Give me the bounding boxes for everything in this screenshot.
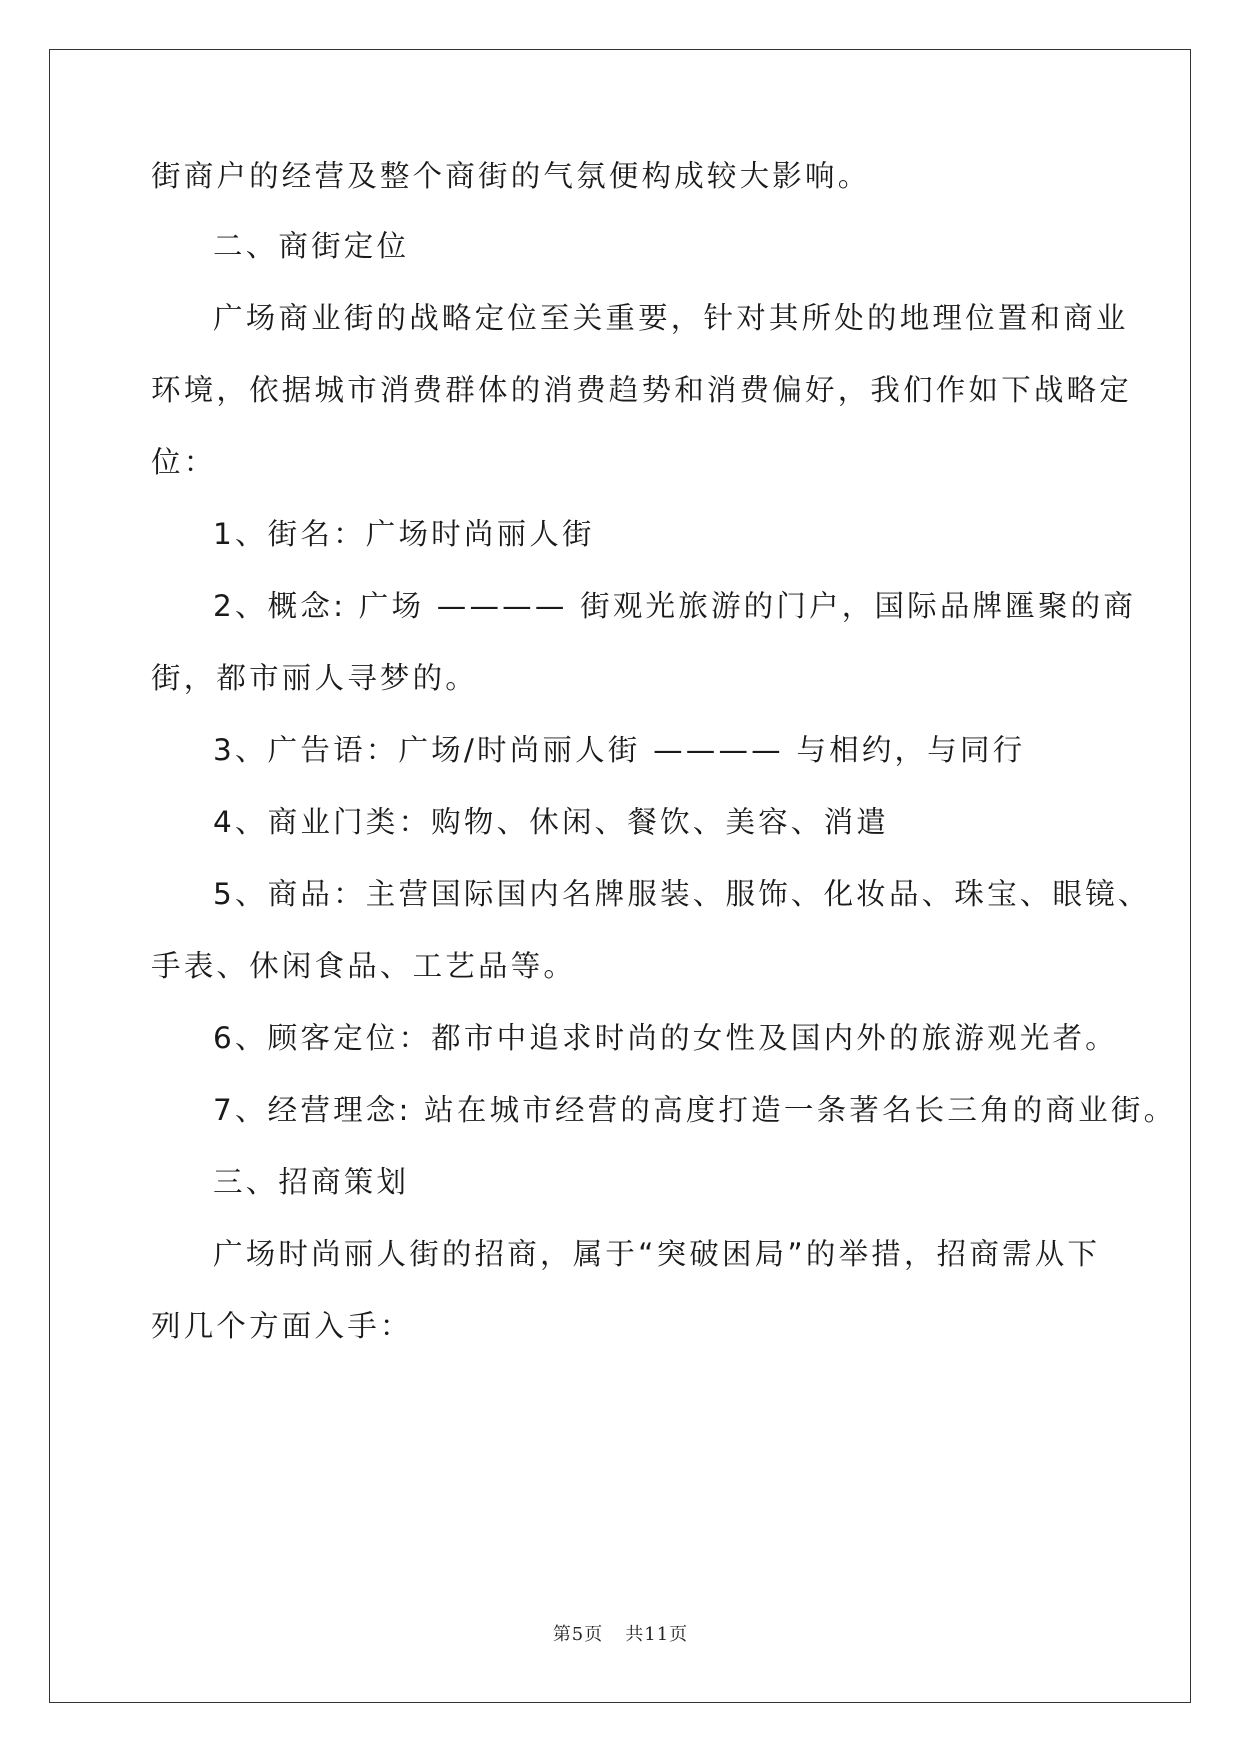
list-item: 3、广告语：广场/时尚丽人街 ———— 与相约，与同行 [213, 733, 1026, 767]
list-item: 2、概念: 广场 ———— 街观光旅游的门户，国际品牌匯聚的商 [213, 589, 1137, 623]
list-item: 5、商品：主营国际国内名牌服装、服饰、化妆品、珠宝、眼镜、 [213, 877, 1151, 911]
list-item: 4、商业门类：购物、休闲、餐饮、美容、消遣 [213, 805, 889, 839]
page-number: 第5页 [552, 1624, 604, 1645]
section-heading: 三、招商策划 [213, 1165, 410, 1199]
page-footer [0, 1620, 1241, 1646]
list-item: 1、街名：广场时尚丽人街 [213, 517, 595, 551]
paragraph-line: 位： [151, 445, 217, 479]
section-heading: 二、商街定位 [213, 229, 410, 263]
list-item: 6、顾客定位：都市中追求时尚的女性及国内外的旅游观光者。 [213, 1021, 1118, 1055]
list-item: 7、经营理念: 站在城市经营的高度打造一条著名长三角的商业街。 [213, 1093, 1177, 1127]
page-border [49, 49, 1191, 1703]
paragraph-line: 街商户的经营及整个商街的气氛便构成较大影响。 [151, 159, 871, 193]
paragraph-line: 环境，依据城市消费群体的消费趋势和消费偏好，我们作如下战略定 [151, 373, 1133, 407]
paragraph-line: 街，都市丽人寻梦的。 [151, 661, 479, 695]
paragraph-line: 广场时尚丽人街的招商，属于“突破困局”的举措，招商需从下 [213, 1237, 1101, 1271]
paragraph-line: 手表、休闲食品、工艺品等。 [151, 949, 577, 983]
page-total: 共11页 [625, 1624, 689, 1645]
paragraph-line: 列几个方面入手： [151, 1309, 413, 1343]
paragraph-line: 广场商业街的战略定位至关重要，针对其所处的地理位置和商业 [213, 301, 1129, 335]
